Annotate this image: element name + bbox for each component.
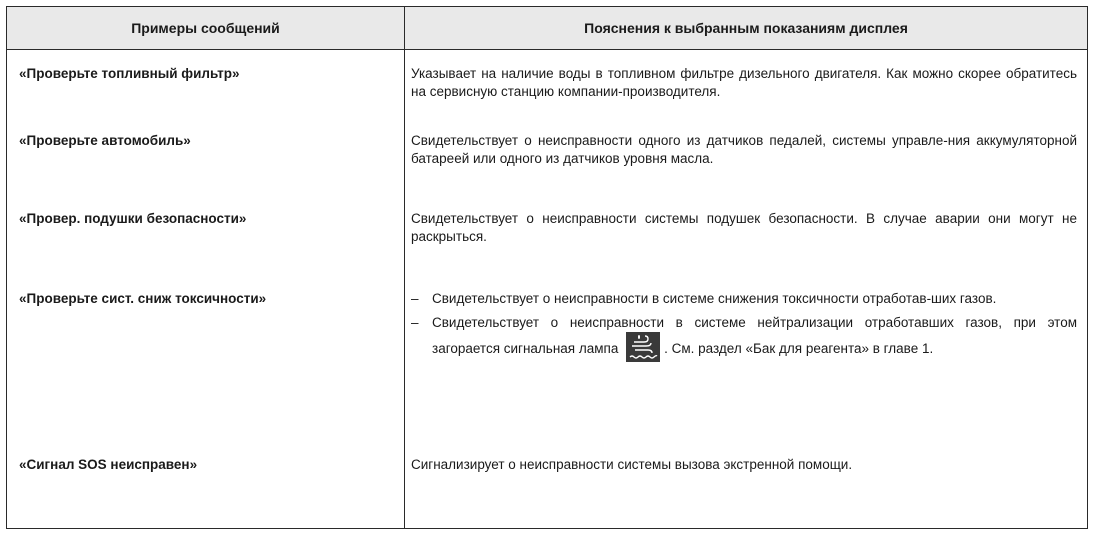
bullet-item [411,314,1077,362]
reagent-lamp-icon [626,332,660,362]
explanation-sos: Сигнализирует о неисправности системы вызова экстренной помощи. [411,457,853,472]
column-divider [404,7,405,528]
bullet-item [411,290,1077,308]
bullet-text-after-icon: . См. раздел «Бак для реагента» в главе 1. [664,341,934,356]
bullet-text-before-icon: Свидетельствует о неисправности в системе нейтрализации отработавших газов, при этом загорается сигнальная лампа [432,315,1077,356]
message-fuel-filter: «Проверьте топливный фильтр» [19,66,240,81]
message-sos: «Сигнал SOS неисправен» [19,457,198,472]
bullet-text: Свидетельствует о неисправности в системе снижения токсичности отработав-ших газов. [432,291,997,306]
bullet-dash: – [411,291,419,306]
messages-table [6,6,1088,529]
header-explanations: Пояснения к выбранным показаниям дисплея [405,7,1087,49]
message-airbags: «Провер. подушки безопасности» [19,211,247,226]
explanation-emissions [411,290,1077,368]
message-emissions: «Проверьте сист. сниж токсичности» [19,291,267,306]
message-check-vehicle: «Проверьте автомобиль» [19,133,191,148]
header-examples: Примеры сообщений [7,7,404,49]
explanation-fuel-filter: Указывает на наличие воды в топливном фильтре дизельного двигателя. Как можно скорее обратитесь на сервисную станцию компании-производителя. [411,66,1077,99]
bullet-dash: – [411,315,419,330]
header-divider [7,49,1087,50]
explanation-airbags: Свидетельствует о неисправности системы подушек безопасности. В случае аварии они могут не раскрыться. [411,211,1077,244]
explanation-check-vehicle: Свидетельствует о неисправности одного из датчиков педалей, системы управле-ния аккумуляторной батареей или одного из датчиков уровня масла. [411,133,1077,166]
